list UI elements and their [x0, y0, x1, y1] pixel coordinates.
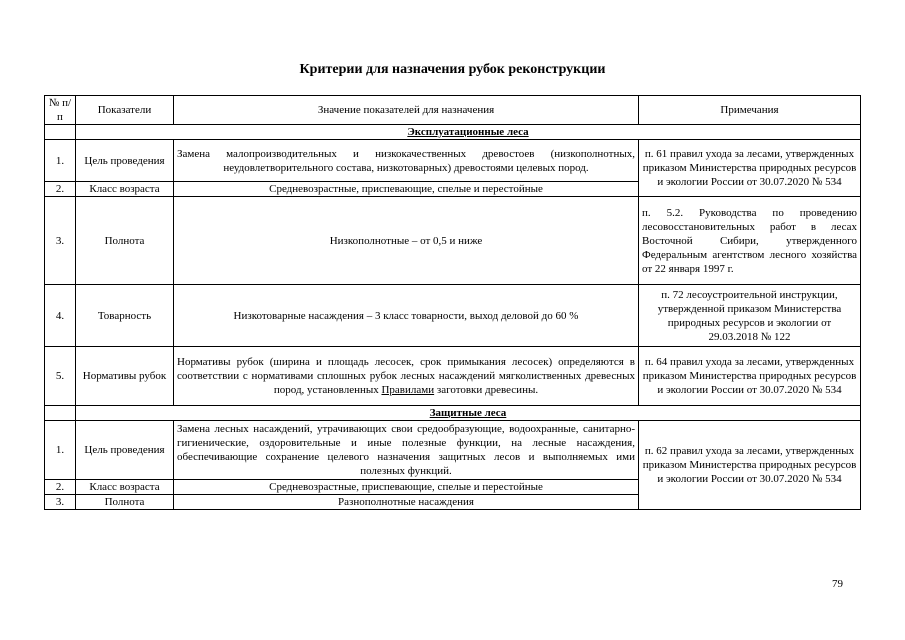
row-indicator: Цель проведения: [76, 421, 174, 480]
value-text-part2: заготовки древесины.: [434, 384, 539, 396]
row-num: 2.: [45, 182, 76, 197]
row-num: 4.: [45, 285, 76, 347]
table-header-row: [45, 96, 861, 125]
section-title: Эксплуатационные леса: [76, 125, 861, 140]
row-value: Низкополнотные – от 0,5 и ниже: [174, 197, 639, 285]
section-blank-cell: [45, 406, 76, 421]
page-number: 79: [832, 578, 843, 590]
header-notes: Примечания: [639, 96, 861, 125]
header-num: № п/п: [45, 96, 76, 125]
row-indicator: Полнота: [76, 197, 174, 285]
criteria-table: [44, 95, 861, 510]
row-num: 1.: [45, 140, 76, 182]
rules-link[interactable]: Правилами: [381, 384, 435, 396]
row-value: Замена лесных насаждений, утрачивающих свои средообразующие, водоохранные, санитарно-гигиенические, оздоровительные и иные полезные функции, на лесные насаждения, обеспечивающие сохранение целевого назначения защитных лесов и выполняемых ими полезных функций.: [174, 421, 639, 480]
row-indicator: Класс возраста: [76, 182, 174, 197]
table-row: [45, 140, 861, 182]
row-num: 3.: [45, 197, 76, 285]
section-row: [45, 406, 861, 421]
row-indicator: Класс возраста: [76, 480, 174, 495]
row-note: п. 62 правил ухода за лесами, утвержденных приказом Министерства природных ресурсов и экологии России от 30.07.2020 № 534: [639, 421, 861, 510]
row-note: п. 5.2. Руководства по проведению лесовосстановительных работ в лесах Восточной Сибири, утвержденного Федеральным агентством лесного хозяйства от 22 января 1997 г.: [639, 197, 861, 285]
row-value: Средневозрастные, приспевающие, спелые и перестойные: [174, 480, 639, 495]
header-indicator: Показатели: [76, 96, 174, 125]
page-title: Критерии для назначения рубок реконструкции: [299, 62, 606, 77]
table-row: [45, 197, 861, 285]
row-indicator: Товарность: [76, 285, 174, 347]
row-note: п. 61 правил ухода за лесами, утвержденных приказом Министерства природных ресурсов и экологии России от 30.07.2020 № 534: [639, 140, 861, 197]
row-num: 3.: [45, 495, 76, 510]
row-indicator: Полнота: [76, 495, 174, 510]
row-num: 2.: [45, 480, 76, 495]
row-value: Средневозрастные, приспевающие, спелые и перестойные: [174, 182, 639, 197]
row-indicator: Цель проведения: [76, 140, 174, 182]
header-value: Значение показателей для назначения: [174, 96, 639, 125]
section-title: Защитные леса: [76, 406, 861, 421]
row-value: [174, 347, 639, 406]
table-row: [45, 285, 861, 347]
value-text-part1: Нормативы рубок (ширина и площадь лесосек, срок примыкания лесосек) определяются в соответствии с нормативами сплошных рубок лесных насаждений мягколиственных древесных пород, установленных: [177, 356, 635, 396]
row-num: 5.: [45, 347, 76, 406]
section-blank-cell: [45, 125, 76, 140]
row-value: Низкотоварные насаждения – 3 класс товарности, выход деловой до 60 %: [174, 285, 639, 347]
table-row: [45, 347, 861, 406]
row-value: Замена малопроизводительных и низкокачественных древостоев (низкополнотных, неудовлетворительного состава, низкотоварных) древостоями целевых пород.: [174, 140, 639, 182]
row-num: 1.: [45, 421, 76, 480]
row-indicator: Нормативы рубок: [76, 347, 174, 406]
row-value: Разнополнотные насаждения: [174, 495, 639, 510]
row-note: п. 64 правил ухода за лесами, утвержденных приказом Министерства природных ресурсов и экологии России от 30.07.2020 № 534: [639, 347, 861, 406]
section-row: [45, 125, 861, 140]
table-row: [45, 421, 861, 480]
row-note: п. 72 лесоустроительной инструкции, утвержденной приказом Министерства природных ресурсов и экологии от 29.03.2018 № 122: [639, 285, 861, 347]
